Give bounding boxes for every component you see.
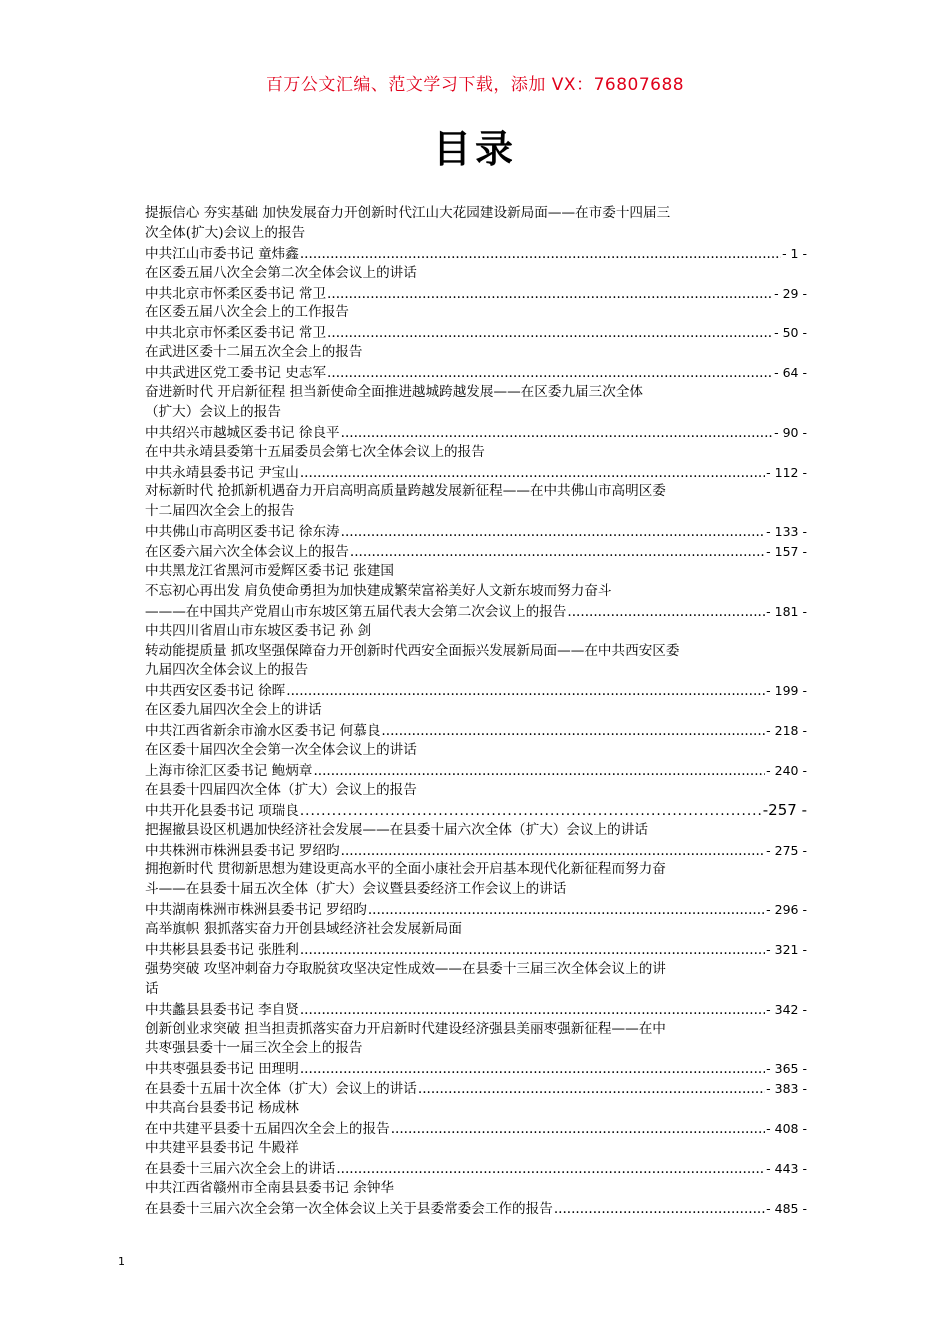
toc-dot-leader xyxy=(381,722,765,741)
toc-entry[interactable] xyxy=(145,1000,807,1020)
toc-entry[interactable] xyxy=(145,761,807,781)
toc-text-line: 九届四次全体会议上的报告 xyxy=(145,662,309,679)
toc-entry[interactable] xyxy=(145,542,807,562)
toc-entry[interactable] xyxy=(145,1199,807,1219)
toc-text-line: 中共建平县委书记 牛殿祥 xyxy=(145,1139,299,1156)
toc-dot-leader xyxy=(336,1160,765,1179)
toc-text-line: 共枣强县委十一届三次全会上的报告 xyxy=(145,1040,363,1057)
toc-entry-label: 中共北京市怀柔区委书记 常卫 xyxy=(145,285,327,302)
toc-entry-label: 中共佛山市高明区委书记 徐东涛 xyxy=(145,524,340,541)
toc-page-number: - 296 - xyxy=(766,902,807,918)
toc-dot-leader xyxy=(418,1080,765,1099)
toc-dot-leader xyxy=(300,1001,765,1020)
header-contact-line: 百万公文汇编、范文学习下载，添加 VX：76807688 xyxy=(265,75,685,95)
toc-dot-leader xyxy=(341,424,773,443)
toc-entry-label: 中共江西省新余市渝水区委书记 何慕良 xyxy=(145,723,381,740)
toc-text-line: 创新创业求突破 担当担责抓落实奋力开启新时代建设经济强县美丽枣强新征程——在中 xyxy=(145,1020,666,1037)
toc-dot-leader xyxy=(567,603,765,622)
toc-entry-label: 中共北京市怀柔区委书记 常卫 xyxy=(145,325,327,342)
toc-entry-label: 中共枣强县委书记 田理明 xyxy=(145,1061,299,1078)
toc-page-number: - 365 - xyxy=(766,1061,807,1077)
toc-entry[interactable] xyxy=(145,423,807,443)
toc-entry-label: 上海市徐汇区委书记 鲍炳章 xyxy=(145,762,313,779)
toc-entry[interactable] xyxy=(145,1079,807,1099)
toc-entry-label: 在区委六届六次全体会议上的报告 xyxy=(145,544,349,561)
toc-text-line: 十二届四次全会上的报告 xyxy=(145,503,295,520)
toc-text-line: 在武进区委十二届五次全会上的报告 xyxy=(145,344,363,361)
toc-entry-label: 中共永靖县委书记 尹宝山 xyxy=(145,464,299,481)
toc-entry[interactable] xyxy=(145,244,807,264)
toc-entry[interactable] xyxy=(145,940,807,960)
toc-text-line: 在区委五届八次全会第二次全体会议上的讲话 xyxy=(145,264,417,281)
toc-dot-leader xyxy=(313,762,765,781)
toc-text-line: 中共高台县委书记 杨成林 xyxy=(145,1100,299,1117)
toc-entry-label: 中共彬县县委书记 张胜利 xyxy=(145,941,299,958)
toc-dot-leader xyxy=(300,941,765,960)
toc-entry-label: 中共西安区委书记 徐晖 xyxy=(145,683,286,700)
toc-text-line: 中共四川省眉山市东坡区委书记 孙 剑 xyxy=(145,622,372,639)
toc-page-number: - 133 - xyxy=(766,524,807,540)
toc-page-number: - 64 - xyxy=(774,365,807,381)
toc-dot-leader xyxy=(554,1200,765,1219)
toc-entry[interactable] xyxy=(145,1159,807,1179)
toc-page-number: -257 - xyxy=(762,800,807,819)
toc-page-number: - 443 - xyxy=(766,1160,807,1176)
toc-page-number: - 181 - xyxy=(766,603,807,619)
toc-entry[interactable] xyxy=(145,841,807,861)
toc-entry-label: 中共开化县委书记 项瑞良 xyxy=(145,802,299,819)
toc-text-line: 在区委十届四次全会第一次全体会议上的讲话 xyxy=(145,742,417,759)
toc-text-line: 话 xyxy=(145,980,159,997)
toc-entry[interactable] xyxy=(145,681,807,701)
toc-text-line: 中共黑龙江省黑河市爱辉区委书记 张建国 xyxy=(145,563,395,580)
toc-dot-leader xyxy=(327,324,773,343)
toc-dot-leader xyxy=(327,285,773,304)
toc-entry[interactable] xyxy=(145,1059,807,1079)
toc-text-line: 斗——在县委十届五次全体（扩大）会议暨县委经济工作会议上的讲话 xyxy=(145,881,567,898)
toc-text-line: 高举旗帜 狠抓落实奋力开创县域经济社会发展新局面 xyxy=(145,921,462,938)
toc-dot-leader xyxy=(368,901,765,920)
toc-page-number: - 1 - xyxy=(782,245,807,261)
toc-dot-leader xyxy=(300,245,781,264)
toc-entry-label: 中共湖南株洲市株洲县委书记 罗绍昀 xyxy=(145,902,367,919)
toc-text-line: 对标新时代 抢抓新机遇奋力开启高明高质量跨越发展新征程——在中共佛山市高明区委 xyxy=(145,483,666,500)
toc-page-number: - 383 - xyxy=(766,1081,807,1097)
toc-entry[interactable] xyxy=(145,284,807,304)
toc-entry-label: 在县委十五届十次全体（扩大）会议上的讲话 xyxy=(145,1081,417,1098)
toc-text-line: 在区委五届八次全会上的工作报告 xyxy=(145,304,349,321)
toc-entry[interactable] xyxy=(145,1119,807,1139)
toc-dot-leader xyxy=(391,1120,765,1139)
table-of-contents xyxy=(145,204,807,1218)
toc-entry[interactable] xyxy=(145,900,807,920)
toc-entry-label: 中共江山市委书记 童炜鑫 xyxy=(145,245,299,262)
toc-entry-label: 在中共建平县委十五届四次全会上的报告 xyxy=(145,1120,390,1137)
toc-text-line: 强势突破 攻坚冲刺奋力夺取脱贫攻坚决定性成效——在县委十三届三次全体会议上的讲 xyxy=(145,960,666,977)
toc-entry[interactable] xyxy=(145,323,807,343)
toc-page-number: - 408 - xyxy=(766,1120,807,1136)
toc-page-number: - 50 - xyxy=(774,325,807,341)
toc-entry[interactable] xyxy=(145,721,807,741)
toc-text-line: 次全体(扩大)会议上的报告 xyxy=(145,224,306,241)
toc-entry[interactable] xyxy=(145,363,807,383)
toc-text-line: 奋进新时代 开启新征程 担当新使命全面推进越城跨越发展——在区委九届三次全体 xyxy=(145,384,644,401)
toc-page-number: - 485 - xyxy=(766,1200,807,1216)
toc-text-line: 在县委十四届四次全体（扩大）会议上的报告 xyxy=(145,781,417,798)
toc-page-number: - 199 - xyxy=(766,683,807,699)
toc-entry[interactable] xyxy=(145,522,807,542)
toc-text-line: 在中共永靖县委第十五届委员会第七次全体会议上的报告 xyxy=(145,443,485,460)
toc-entry-label: 中共蠡县县委书记 李自贤 xyxy=(145,1001,299,1018)
toc-entry[interactable] xyxy=(145,801,807,821)
toc-page-number: - 29 - xyxy=(774,285,807,301)
page-number: 1 xyxy=(118,1255,125,1268)
toc-page-number: - 112 - xyxy=(766,464,807,480)
toc-entry-label: 在县委十三届六次全会上的讲话 xyxy=(145,1160,336,1177)
toc-text-line: 不忘初心再出发 肩负使命勇担为加快建成繁荣富裕美好人文新东坡而努力奋斗 xyxy=(145,582,612,599)
toc-entry[interactable] xyxy=(145,463,807,483)
page-title: 目录 xyxy=(432,127,517,171)
toc-page-number: - 342 - xyxy=(766,1001,807,1017)
toc-text-line: 拥抱新时代 贯彻新思想为建设更高水平的全面小康社会开启基本现代化新征程而努力奋 xyxy=(145,861,666,878)
toc-text-line: 转动能提质量 抓攻坚强保障奋力开创新时代西安全面振兴发展新局面——在中共西安区委 xyxy=(145,642,680,659)
toc-page-number: - 321 - xyxy=(766,941,807,957)
toc-text-line: （扩大）会议上的报告 xyxy=(145,403,281,420)
toc-dot-leader xyxy=(300,802,762,821)
toc-text-line: 在区委九届四次全会上的讲话 xyxy=(145,702,322,719)
toc-entry-label: 中共武进区党工委书记 史志军 xyxy=(145,365,327,382)
toc-page-number: - 218 - xyxy=(766,723,807,739)
toc-entry-label: 中共绍兴市越城区委书记 徐良平 xyxy=(145,424,340,441)
toc-page-number: - 275 - xyxy=(766,842,807,858)
toc-dot-leader xyxy=(300,1060,765,1079)
toc-text-line: 把握撤县设区机遇加快经济社会发展——在县委十届六次全体（扩大）会议上的讲话 xyxy=(145,821,648,838)
toc-text-line: 提振信心 夯实基础 加快发展奋力开创新时代江山大花园建设新局面——在市委十四届三 xyxy=(145,205,671,221)
toc-dot-leader xyxy=(327,364,773,383)
toc-page-number: - 90 - xyxy=(774,424,807,440)
toc-dot-leader xyxy=(300,464,765,483)
toc-entry-label: ———在中国共产党眉山市东坡区第五届代表大会第二次会议上的报告 xyxy=(145,603,567,620)
toc-text-line: 中共江西省赣州市全南县县委书记 余钟华 xyxy=(145,1179,395,1196)
toc-page-number: - 240 - xyxy=(766,762,807,778)
toc-entry-label: 在县委十三届六次全会第一次全体会议上关于县委常委会工作的报告 xyxy=(145,1200,553,1217)
toc-page-number: - 157 - xyxy=(766,544,807,560)
toc-dot-leader xyxy=(286,682,765,701)
toc-dot-leader xyxy=(341,523,766,542)
toc-entry[interactable] xyxy=(145,602,807,622)
toc-dot-leader xyxy=(341,842,766,861)
toc-dot-leader xyxy=(350,543,765,562)
toc-entry-label: 中共株洲市株洲县委书记 罗绍昀 xyxy=(145,842,340,859)
